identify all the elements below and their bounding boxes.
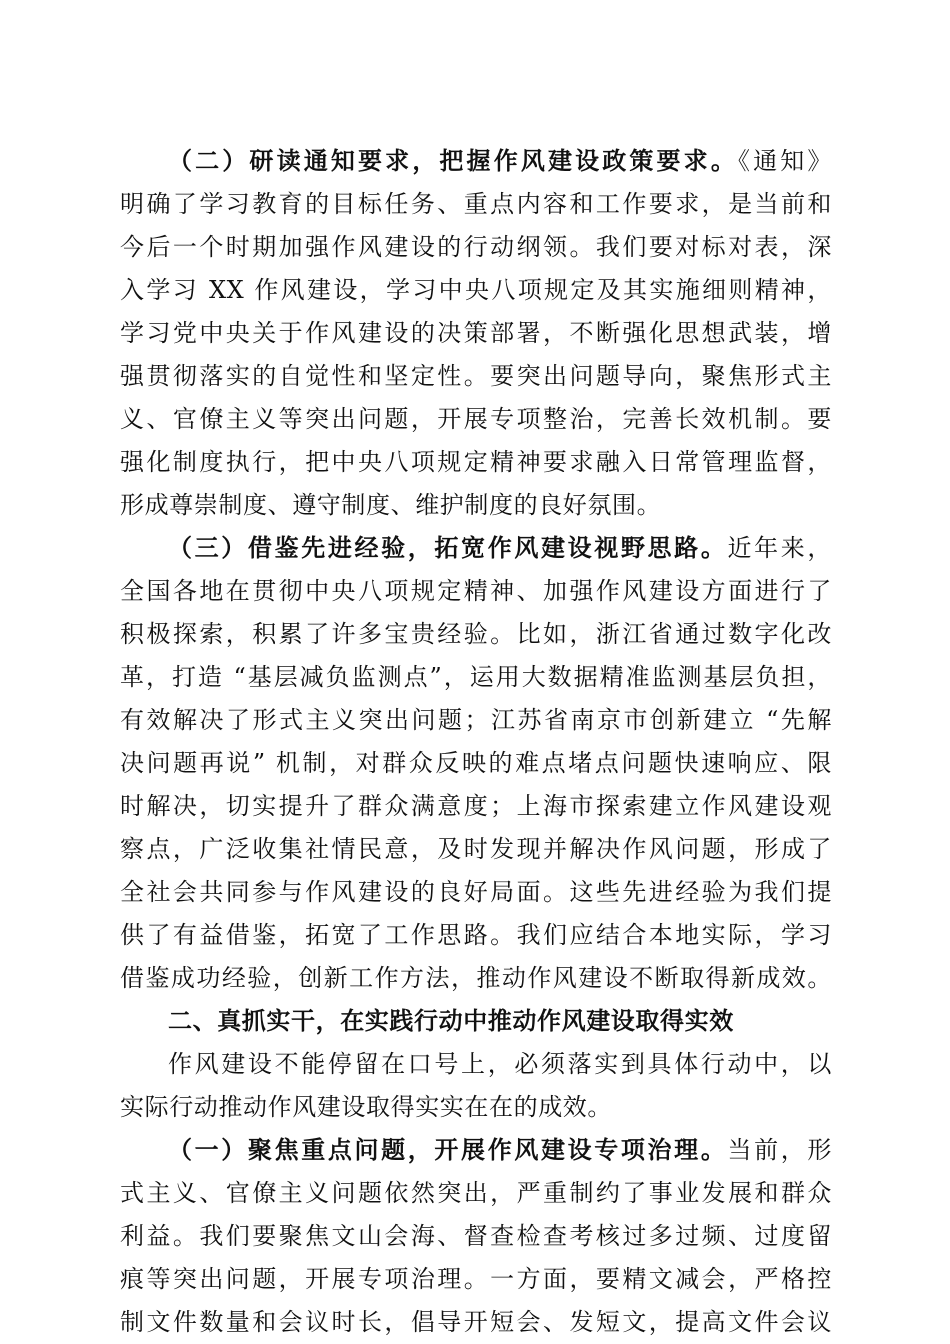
paragraph-line: 今后一个时期加强作风建设的行动纲领。我们要对标对表，深 xyxy=(120,233,832,261)
paragraph-line: 供了有益借鉴，拓宽了工作思路。我们应结合本地实际，学习 xyxy=(120,921,832,949)
paragraph-line: 利益。我们要聚焦文山会海、督查检查考核过多过频、过度留 xyxy=(120,1222,832,1250)
paragraph-line xyxy=(168,1133,832,1167)
paragraph-line: 决问题再说” 机制，对群众反映的难点堵点问题快速响应、限 xyxy=(120,749,832,777)
paragraph-line: 时解决，切实提升了群众满意度；上海市探索建立作风建设观 xyxy=(120,792,832,820)
paragraph-text: 当前，形 xyxy=(727,1136,832,1164)
paragraph-line: 察点，广泛收集社情民意，及时发现并解决作风问题，形成了 xyxy=(120,835,832,863)
paragraph-line: 制文件数量和会议时长，倡导开短会、发短文，提高文件会议 xyxy=(120,1308,832,1336)
paragraph-text: 《通知》 xyxy=(737,147,832,175)
paragraph-text: 近年来， xyxy=(727,534,832,562)
paragraph-line: 全社会共同参与作风建设的良好局面。这些先进经验为我们提 xyxy=(120,878,832,906)
paragraph-line: 积极探索，积累了许多宝贵经验。比如，浙江省通过数字化改 xyxy=(120,620,832,648)
paragraph-line: 实际行动推动作风建设取得实实在在的成效。 xyxy=(120,1093,612,1121)
paragraph-line: 革，打造 “基层减负监测点”，运用大数据精准监测基层负担， xyxy=(120,663,832,691)
paragraph-line: 义、官僚主义等突出问题，开展专项整治，完善长效机制。要 xyxy=(120,405,832,433)
paragraph-line xyxy=(168,144,832,178)
paragraph-line: 入学习 XX 作风建设，学习中央八项规定及其实施细则精神， xyxy=(120,276,832,304)
paragraph-line: 作风建设不能停留在口号上，必须落实到具体行动中，以 xyxy=(168,1050,832,1078)
paragraph-line: 痕等突出问题，开展专项治理。一方面，要精文减会，严格控 xyxy=(120,1265,832,1293)
paragraph-lead-heading: （一）聚焦重点问题，开展作风建设专项治理。 xyxy=(168,1135,728,1164)
paragraph-line: 式主义、官僚主义问题依然突出，严重制约了事业发展和群众 xyxy=(120,1179,832,1207)
paragraph-line: 有效解决了形式主义突出问题；江苏省南京市创新建立 “先解 xyxy=(120,706,832,734)
section-heading: 二、真抓实干，在实践行动中推动作风建设取得实效 xyxy=(168,1007,734,1035)
paragraph-line: 强化制度执行，把中央八项规定精神要求融入日常管理监督， xyxy=(120,448,832,476)
paragraph-line: 明确了学习教育的目标任务、重点内容和工作要求，是当前和 xyxy=(120,190,832,218)
paragraph-line: 全国各地在贯彻中央八项规定精神、加强作风建设方面进行了 xyxy=(120,577,832,605)
paragraph-line: 强贯彻落实的自觉性和坚定性。要突出问题导向，聚焦形式主 xyxy=(120,362,832,390)
paragraph-line: 借鉴成功经验，创新工作方法，推动作风建设不断取得新成效。 xyxy=(120,964,832,992)
paragraph-lead-heading: （三）借鉴先进经验，拓宽作风建设视野思路。 xyxy=(168,533,728,562)
paragraph-line xyxy=(168,531,832,565)
paragraph-lead-heading: （二）研读通知要求，把握作风建设政策要求。 xyxy=(168,146,738,175)
paragraph-line: 学习党中央关于作风建设的决策部署，不断强化思想武装，增 xyxy=(120,319,832,347)
paragraph-line: 形成尊崇制度、遵守制度、维护制度的良好氛围。 xyxy=(120,491,662,519)
